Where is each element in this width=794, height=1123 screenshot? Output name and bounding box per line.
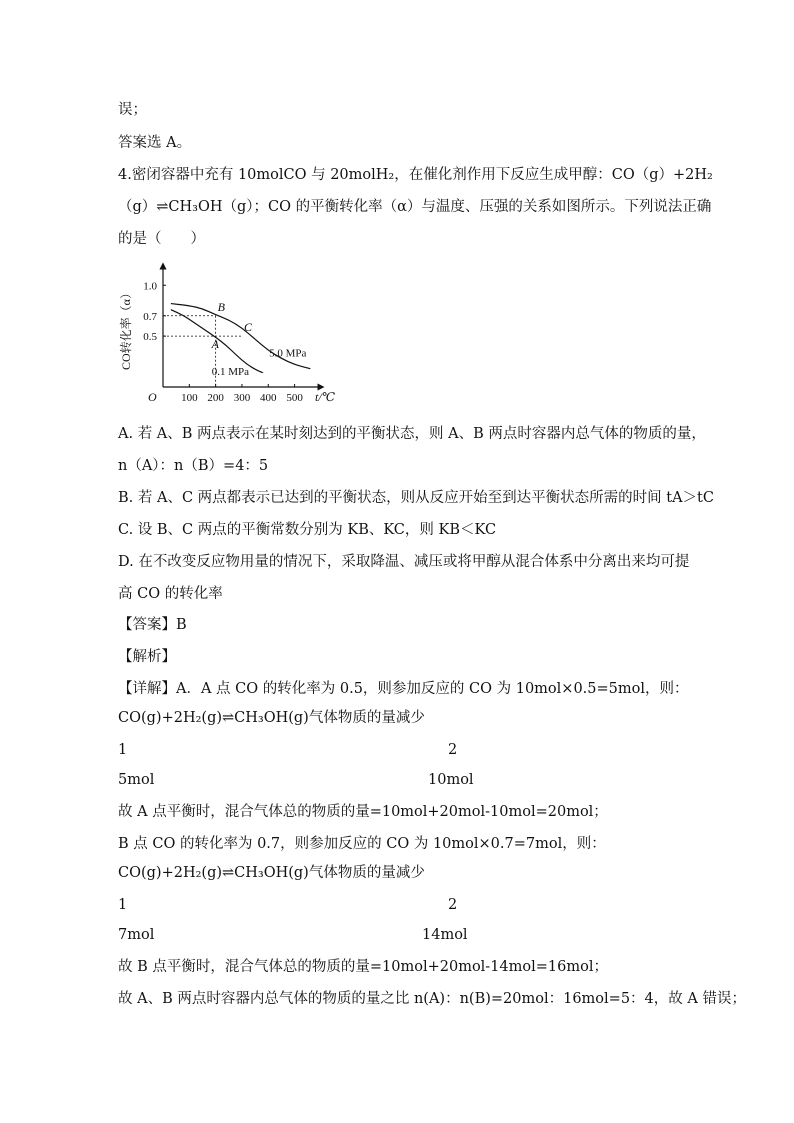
x-tick-label: 100 (181, 392, 198, 404)
analysis-heading: 【解析】 (118, 649, 176, 665)
ratio-4-right: 14mol (422, 927, 468, 943)
option-d-line-1: D. 在不改变反应物用量的情况下，采取降温、减压或将甲醇从混合体系中分离出来均可提 (118, 554, 690, 570)
equation-1: CO(g)+2H₂(g)⇌CH₃OH(g)气体物质的量减少 (118, 710, 425, 726)
ratio-3-right: 2 (448, 897, 458, 913)
option-a-line-2: n（A）：n（B）=4：5 (118, 458, 269, 474)
text-line: 误； (118, 102, 147, 118)
point-label: A (211, 337, 219, 352)
question-4-line-2: （g）⇌CH₃OH（g）；CO 的平衡转化率（α）与温度、压强的关系如图所示。下列说法正确 (118, 199, 712, 215)
sum-b: 故 B 点平衡时，混合气体总的物质的量=10mol+20mol-14mol=16mol； (118, 959, 608, 975)
y-tick-label: 0.7 (143, 310, 157, 323)
option-c: C. 设 B、C 两点的平衡常数分别为 KB、KC，则 KB＜KC (118, 522, 497, 538)
conclusion: 故 A、B 两点时容器内总气体的物质的量之比 n(A)：n(B)=20mol：16mol=5：4，故 A 错误； (118, 991, 746, 1007)
b-info: B 点 CO 的转化率为 0.7，则参加反应的 CO 为 10mol×0.7=7mol，则： (118, 836, 606, 852)
y-tick-label: 1.0 (143, 280, 157, 293)
option-b: B. 若 A、C 两点都表示已达到的平衡状态，则从反应开始至到达平衡状态所需的时间 tA＞tC (118, 490, 714, 506)
question-4-line-3: 的是（ ） (118, 231, 205, 247)
ratio-2-right: 10mol (428, 772, 474, 788)
x-tick-label: 400 (260, 392, 277, 404)
point-label: B (217, 299, 225, 314)
detail-line: 【详解】A．A 点 CO 的转化率为 0.5，则参加反应的 CO 为 10mol×0.5=5mol，则： (118, 681, 689, 697)
sum-a: 故 A 点平衡时，混合气体总的物质的量=10mol+20mol-10mol=20mol； (118, 804, 608, 820)
ratio-3-left: 1 (118, 897, 128, 913)
x-axis-label: t/℃ (315, 390, 336, 404)
x-tick-label: 300 (233, 392, 251, 404)
origin-label: O (148, 390, 157, 404)
conversion-chart (118, 262, 348, 412)
series-label: 0.1 MPa (211, 365, 249, 378)
point-label: C (243, 320, 252, 335)
ratio-4-left: 7mol (118, 927, 155, 943)
series-label: 5.0 MPa (269, 347, 307, 360)
answer: 【答案】B (118, 617, 187, 633)
x-tick-label: 200 (207, 392, 224, 404)
equation-2: CO(g)+2H₂(g)⇌CH₃OH(g)气体物质的量减少 (118, 865, 425, 881)
ratio-2-left: 5mol (118, 772, 155, 788)
question-4-line-1: 4.密闭容器中充有 10molCO 与 20molH₂，在催化剂作用下反应生成甲醇：CO（g）+2H₂ (118, 167, 713, 183)
option-d-line-2: 高 CO 的转化率 (118, 586, 223, 602)
ratio-1-right: 2 (448, 742, 458, 758)
text-line: 答案选 A。 (118, 135, 192, 151)
y-tick-label: 0.5 (143, 331, 157, 344)
x-tick-label: 500 (286, 392, 303, 404)
option-a-line-1: A. 若 A、B 两点表示在某时刻达到的平衡状态，则 A、B 两点时容器内总气体的物质的量， (118, 426, 706, 442)
ratio-1-left: 1 (118, 742, 128, 758)
y-axis-label: CO转化率（α） (119, 287, 133, 370)
